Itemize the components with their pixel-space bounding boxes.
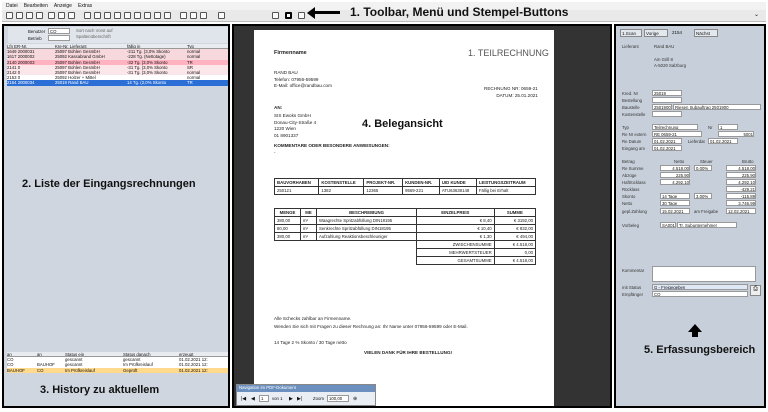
arrow-icon (692, 331, 698, 337)
annotation-erfassung: 5. Erfassungsbereich (644, 344, 756, 356)
sender-line: E-Mail: office@randbau.com (274, 83, 332, 88)
arrow-right-icon[interactable] (200, 12, 207, 19)
table-cell: normal (187, 54, 201, 60)
recipient-line: Donau-City-Straße 4 (274, 119, 317, 125)
chevron-down-icon[interactable]: ⌄ (754, 12, 760, 18)
table-cell: GESAMTSUMME (417, 257, 495, 265)
scissors-icon[interactable] (84, 12, 91, 19)
abzuege-brutto: 225,90 (726, 172, 756, 178)
table-cell: 01.02.2021 12: (179, 367, 208, 373)
table-cell: 80,00 (275, 225, 301, 233)
empfaenger-label: Empfänger (622, 292, 644, 297)
brutto-head: Brutto (742, 159, 754, 164)
footer-line: 14 Tage 2 % Skonto / 30 Tage netto (274, 340, 347, 345)
table-cell: 1617 2000002 (7, 54, 35, 60)
skonto-label: Skonto (622, 194, 636, 199)
settings-icon[interactable] (180, 12, 187, 19)
table-cell: CO (7, 357, 14, 363)
table-cell: BESCHREIBUNG (317, 209, 417, 217)
table-cell: gescannt (65, 357, 83, 363)
filter-user-field[interactable]: CO (48, 28, 70, 34)
tax-rate-field[interactable]: 0.00% (694, 165, 712, 171)
table-cell: TR (187, 59, 193, 65)
print-icon[interactable] (104, 12, 111, 19)
column-header[interactable]: erzeugt (179, 352, 194, 357)
items-table (274, 208, 536, 265)
view-icon[interactable] (190, 12, 197, 19)
table-cell: ME (301, 209, 317, 217)
menu-datei[interactable]: Datei (6, 3, 18, 9)
column-header[interactable]: Status danach (123, 352, 151, 357)
lieferdat-label: Lieferdat (688, 139, 705, 144)
table-cell: -31 Tg. (3,0% Skonto (127, 69, 168, 75)
last-page-icon[interactable]: ▶| (297, 396, 303, 402)
table-cell: € 4.518,00 (494, 257, 535, 265)
copy-icon[interactable] (16, 12, 23, 19)
table-cell: 12365 (364, 187, 403, 195)
table-cell: Geprüft (123, 367, 138, 373)
invoice-date: DATUM: 25.01.2021 (496, 92, 538, 98)
an-label: AN: (274, 105, 283, 110)
table-cell: m² (301, 225, 317, 233)
renr-field[interactable]: RE 0659-21 (652, 131, 702, 137)
stamp-icon[interactable] (298, 12, 305, 19)
filter-label-betrieb: Betrieb (28, 36, 42, 41)
table-cell: Waagrechte Spritzabfüllung DIN18195 (317, 217, 417, 225)
table-cell: 1649 2000031 (7, 49, 35, 55)
abzuege-field[interactable]: 225,90 (660, 172, 690, 178)
table-cell: BAUHOF (37, 362, 55, 368)
table-cell: -211 Tg. (3,0% Skonto (127, 49, 170, 55)
baustelle-field[interactable]: 2501900 (654, 105, 671, 110)
table-cell: 9569-221 (403, 187, 440, 195)
document-icon[interactable] (272, 12, 279, 19)
table-row (275, 187, 536, 195)
table-cell: ATU63638148 (439, 187, 476, 195)
column-header[interactable]: an (7, 352, 12, 357)
bestellung-field[interactable] (652, 97, 682, 103)
table-cell: KOSTENSTELLE (319, 179, 364, 187)
table-cell: -31 Tg. (3,0% Skonto (127, 64, 168, 70)
betrag-head: Betrag (622, 159, 635, 164)
copy-icon[interactable] (36, 12, 43, 19)
table-cell: Senkrechte Spritzabfüllung DIN18195 (317, 225, 417, 233)
table-cell: m² (301, 233, 317, 241)
table-cell: 2140 2000003 (7, 59, 35, 65)
table-cell: -228 Tg. (Nettotage) (127, 54, 166, 60)
table-row (275, 225, 536, 233)
table-cell: € 10,40 (417, 225, 495, 233)
table-cell: BAUVORHABEN (275, 179, 319, 187)
netto-brutto: 3.746,99 (726, 200, 756, 206)
table-cell: 2153 0 (7, 75, 21, 81)
kred-field[interactable]: 25019 (652, 90, 682, 96)
prev-page-icon[interactable]: ◀ (251, 396, 255, 402)
footer-line: Wenden Sie sich mit Fragen zu dieser Rechnung an: Ihr Name unter 07956-59599 oder E-Mail. (274, 324, 468, 329)
table-cell: 25019 Rand BAU (55, 80, 89, 86)
column-header[interactable]: fällig in (127, 44, 141, 49)
table-cell: PROJEKT-NR. (364, 179, 403, 187)
menu-anzeige[interactable]: Anzeige (53, 3, 72, 9)
table-cell: € 494,00 (494, 233, 535, 241)
page-input[interactable]: 1 (259, 395, 269, 402)
table-header-row (275, 179, 536, 187)
footer-thanks: VIELEN DANK FÜR IHRE BESTELLUNG! (364, 350, 453, 355)
document-icon[interactable] (68, 12, 75, 19)
column-header[interactable]: Typ (187, 44, 194, 49)
table-cell: Im Prüfkreislauf (123, 362, 153, 368)
renr-right: 5001 (718, 131, 754, 137)
menu-extras[interactable]: Extras (77, 3, 93, 9)
annotation-toolbar: 1. Toolbar, Menü und Stempel-Buttons (350, 5, 569, 19)
table-row (275, 233, 536, 241)
table-cell: 380,00 (275, 233, 301, 241)
rueck-label: Rücklass (622, 187, 640, 192)
column-header[interactable]: Status ein (65, 352, 85, 357)
redatum-label: Re Datum (622, 139, 642, 144)
table-cell: 25092 Kassabrand GmbH (55, 54, 105, 60)
summe-brutto: 4.518,00 (726, 165, 756, 171)
annotation-beleg: 4. Belegansicht (362, 118, 443, 130)
netto-head: Netto (674, 159, 685, 164)
skonto-days[interactable]: 14 Tage (660, 193, 690, 199)
table-cell: € 832,00 (494, 225, 535, 233)
skonto-brutto: -115,89 (726, 193, 756, 199)
entry-form-pane (614, 24, 766, 408)
invoice-meta (484, 86, 538, 99)
table-cell: 25097 Bohlen GesmbH (55, 69, 100, 75)
kostenstelle-field[interactable] (652, 111, 682, 117)
column-header[interactable]: an (37, 352, 42, 357)
column-header[interactable]: Lfn ER-Nr. (7, 44, 28, 49)
invoice-title: 1. TEILRECHNUNG (468, 48, 549, 58)
baustelle-text[interactable]: Riesen Subauftrag 2501900 (673, 104, 761, 110)
history-table (7, 352, 228, 373)
table-row (275, 241, 536, 249)
first-page-icon[interactable]: |◀ (241, 396, 247, 402)
pdfnav-title: Navigation im PDF-Dokument (237, 385, 375, 392)
table-cell: € 1,30 (417, 233, 495, 241)
table-cell: € 3192,00 (494, 217, 535, 225)
table-cell: 01.02.2021 12: (179, 357, 208, 363)
vorbeleg-text: Tr. Subunternehmer (677, 222, 737, 228)
abzuege-label: Abzüge (622, 173, 637, 178)
table-cell: MEHRWERTSTEUER (417, 249, 495, 257)
table-cell: 2141 0 (7, 64, 21, 70)
table-cell: Fällig bei Erhalt (476, 187, 535, 195)
table-cell: 2142 0 (7, 69, 21, 75)
pdf-navigation-bar (236, 384, 376, 406)
typ-select[interactable]: Teilrechnung (652, 124, 698, 130)
table-cell: 25097 Bohlen GesmbH (55, 64, 100, 70)
invoice-recipient (274, 113, 316, 139)
netto-days[interactable]: 30 Tage (660, 200, 690, 206)
table-cell: Im Prüfkreislauf (65, 367, 95, 373)
filter-label-user: Benutzer (28, 29, 46, 34)
gepl-field[interactable]: 15.02.2021 (660, 208, 690, 214)
lieferdat-field[interactable]: 01.02.2021 (708, 138, 738, 144)
invoice-list-pane (2, 24, 230, 408)
comments-heading: KOMMENTARE ODER BESONDERE ANWEISUNGEN: (274, 143, 390, 148)
table-cell: 25097 Bohlen GesmbH (55, 49, 100, 55)
table-cell: SUMME (494, 209, 535, 217)
filter-betrieb-field[interactable] (48, 35, 70, 41)
table-cell: normal (187, 75, 201, 81)
zoom-in-icon[interactable]: ⊕ (353, 396, 358, 402)
sender-line: Telefon: 07956-59599 (274, 76, 319, 82)
address-line: A-5020 Salzburg (654, 63, 687, 68)
table-cell: gescannt (123, 357, 141, 363)
zoom-label: Zoom (313, 396, 324, 401)
zoom-input[interactable]: 100,00 (327, 395, 349, 402)
redatum-field[interactable]: 01.02.2021 (652, 138, 682, 144)
redo-icon[interactable] (58, 12, 65, 19)
kostenstelle-label: Kostenstelle (622, 112, 646, 117)
invoice-company: Firmenname (274, 50, 307, 56)
table-row[interactable] (7, 80, 228, 85)
next-button[interactable]: Nächst (694, 29, 718, 37)
stamp-icon[interactable] (124, 12, 131, 19)
table-cell: UID KUNDE (439, 179, 476, 187)
stamp-icon[interactable] (134, 12, 141, 19)
arrowhead-icon (307, 7, 315, 19)
table-cell: 380,00 (275, 217, 301, 225)
summe-field[interactable]: 4.518,00 (660, 165, 690, 171)
table-row (275, 217, 536, 225)
table-header-row (275, 209, 536, 217)
nr-label: Nr (708, 125, 713, 130)
table-cell: gescannt (65, 362, 83, 368)
table-cell: 250121 (275, 187, 319, 195)
stamp-icon[interactable] (144, 12, 151, 19)
table-cell: SR (187, 64, 193, 70)
freigabe-label: am Freigabe (694, 209, 719, 214)
undo-icon[interactable] (48, 12, 55, 19)
invoice-list-table (7, 44, 228, 86)
table-row (275, 249, 536, 257)
nr-field[interactable]: 1 (718, 124, 738, 130)
delete-icon[interactable] (114, 12, 121, 19)
stamp-icon[interactable] (164, 12, 171, 19)
table-cell: m² (301, 217, 317, 225)
invoice-page (254, 30, 554, 406)
filter-panel (8, 27, 228, 43)
table-cell: CO (7, 362, 14, 368)
footer-line: Alle Schecks zahlbar an Firmenname. (274, 316, 352, 321)
table-cell: -32 Tg. (3,0% Skonto (127, 59, 168, 65)
comments-value: - (274, 150, 276, 155)
gepl-label: gepl.Zahlung (622, 209, 647, 214)
lieferant-label: Lieferant (622, 44, 639, 49)
table-cell: TR (187, 80, 193, 86)
summe-label: Re Summe (622, 166, 644, 171)
project-table (274, 178, 536, 195)
baustelle-label: Baustelle (622, 105, 640, 110)
table-cell: EINZELPREIS (417, 209, 495, 217)
edit-icon[interactable] (285, 12, 292, 19)
table-row[interactable] (7, 368, 228, 373)
annotation-list: 2. Liste der Eingangsrechnungen (22, 178, 196, 190)
renr-label: Re Nr extern (622, 132, 647, 137)
vorbeleg-label: Vorbeleg (622, 223, 639, 228)
table-cell: 25092 Holzer + Mittel (55, 75, 96, 81)
table-cell: 1382 (319, 187, 364, 195)
freigabe-field[interactable]: 12.02.2021 (726, 208, 756, 214)
haft-label: Haftrücklass (622, 180, 646, 185)
bestellung-label: Bestellung (622, 98, 643, 103)
eingang-field[interactable]: 01.02.2021 (652, 145, 682, 151)
annotation-history: 3. History zu aktuellem (40, 384, 160, 396)
kred-label: Kred. Nr (622, 91, 638, 96)
haft-brutto: 4.292,10 (726, 179, 756, 185)
rueck-brutto: -429,21 (726, 186, 756, 192)
filter-note: Sort nach Vorst auf Spaltenüberschrift (76, 28, 113, 39)
table-cell: € 8,40 (417, 217, 495, 225)
lock-icon[interactable] (94, 12, 101, 19)
filter-icon[interactable] (6, 12, 13, 19)
page-of-label: von 1 (272, 396, 283, 401)
table-cell: € 4.518,00 (494, 241, 535, 249)
next-page-icon[interactable]: ▶ (289, 396, 293, 402)
table-cell: normal (187, 49, 201, 55)
recipient-line: 01 8901337 (274, 132, 299, 138)
status-select[interactable]: G - Freigegeben (652, 284, 748, 290)
table-cell: 0,00 (494, 249, 535, 257)
typ-label: Typ (622, 125, 629, 130)
table-cell: 14 Tg. (2,0% Skonto (127, 80, 167, 86)
settings-icon[interactable] (218, 12, 225, 19)
menu-bearbeiten[interactable]: Bearbeiten (23, 3, 48, 9)
recipient-line: SIS Ewoks GmbH (274, 113, 311, 118)
scan-button[interactable]: 1.Scan (620, 29, 642, 37)
stamp-icon[interactable]: ⎙ (750, 285, 761, 296)
mail-icon[interactable] (154, 12, 161, 19)
recipient-line: 1220 Wien (274, 126, 296, 131)
table-cell: CO (37, 367, 44, 373)
steuer-head: Steuer (700, 159, 713, 164)
invoice-number: RECHNUNG NR: 0659-21 (484, 86, 538, 91)
vorbeleg-field[interactable]: SA001 (662, 223, 675, 228)
table-cell: KUNDEN-NR. (403, 179, 440, 187)
lieferant-value: Rand BAU (654, 44, 675, 49)
empfaenger-field[interactable]: CO (652, 291, 748, 297)
kommentar-label: Kommentar (622, 268, 645, 273)
haft-field[interactable]: 4.292,10 (660, 179, 690, 185)
invoice-sender (274, 70, 332, 90)
table-cell: 01.02.2021 12: (179, 362, 208, 368)
table-cell: BAUHOF (7, 367, 25, 373)
table-cell: ZWISCHENSUMME (417, 241, 495, 249)
sender-line: RAND BAU (274, 70, 298, 75)
copy-icon[interactable] (26, 12, 33, 19)
eingang-label: Eingang am (622, 146, 645, 151)
table-cell: MENGE (275, 209, 301, 217)
table-cell: 25097 Bohlen GesmbH (55, 59, 100, 65)
table-cell: 2154 2000034 (7, 80, 35, 86)
table-row (275, 257, 536, 265)
kommentar-field[interactable] (652, 266, 756, 282)
column-header[interactable]: Kre-Nr. Lieferant (55, 44, 87, 49)
previous-button[interactable]: Vorige (644, 29, 668, 37)
skonto-pct[interactable]: 3,00% (694, 193, 712, 199)
document-view-pane (232, 24, 612, 408)
table-cell: LEISTUNGSZEITRAUM (476, 179, 535, 187)
netto-label: Netto (622, 201, 633, 206)
record-counter: 2154 (672, 30, 683, 35)
table-cell: normal (187, 69, 201, 75)
arrow-icon (312, 11, 340, 14)
address-line: Am Grill 8 (654, 57, 673, 62)
table-cell: Aufzahlung Reaktionsbeschleuniger (317, 233, 417, 241)
status-label: mit Status (622, 285, 642, 290)
